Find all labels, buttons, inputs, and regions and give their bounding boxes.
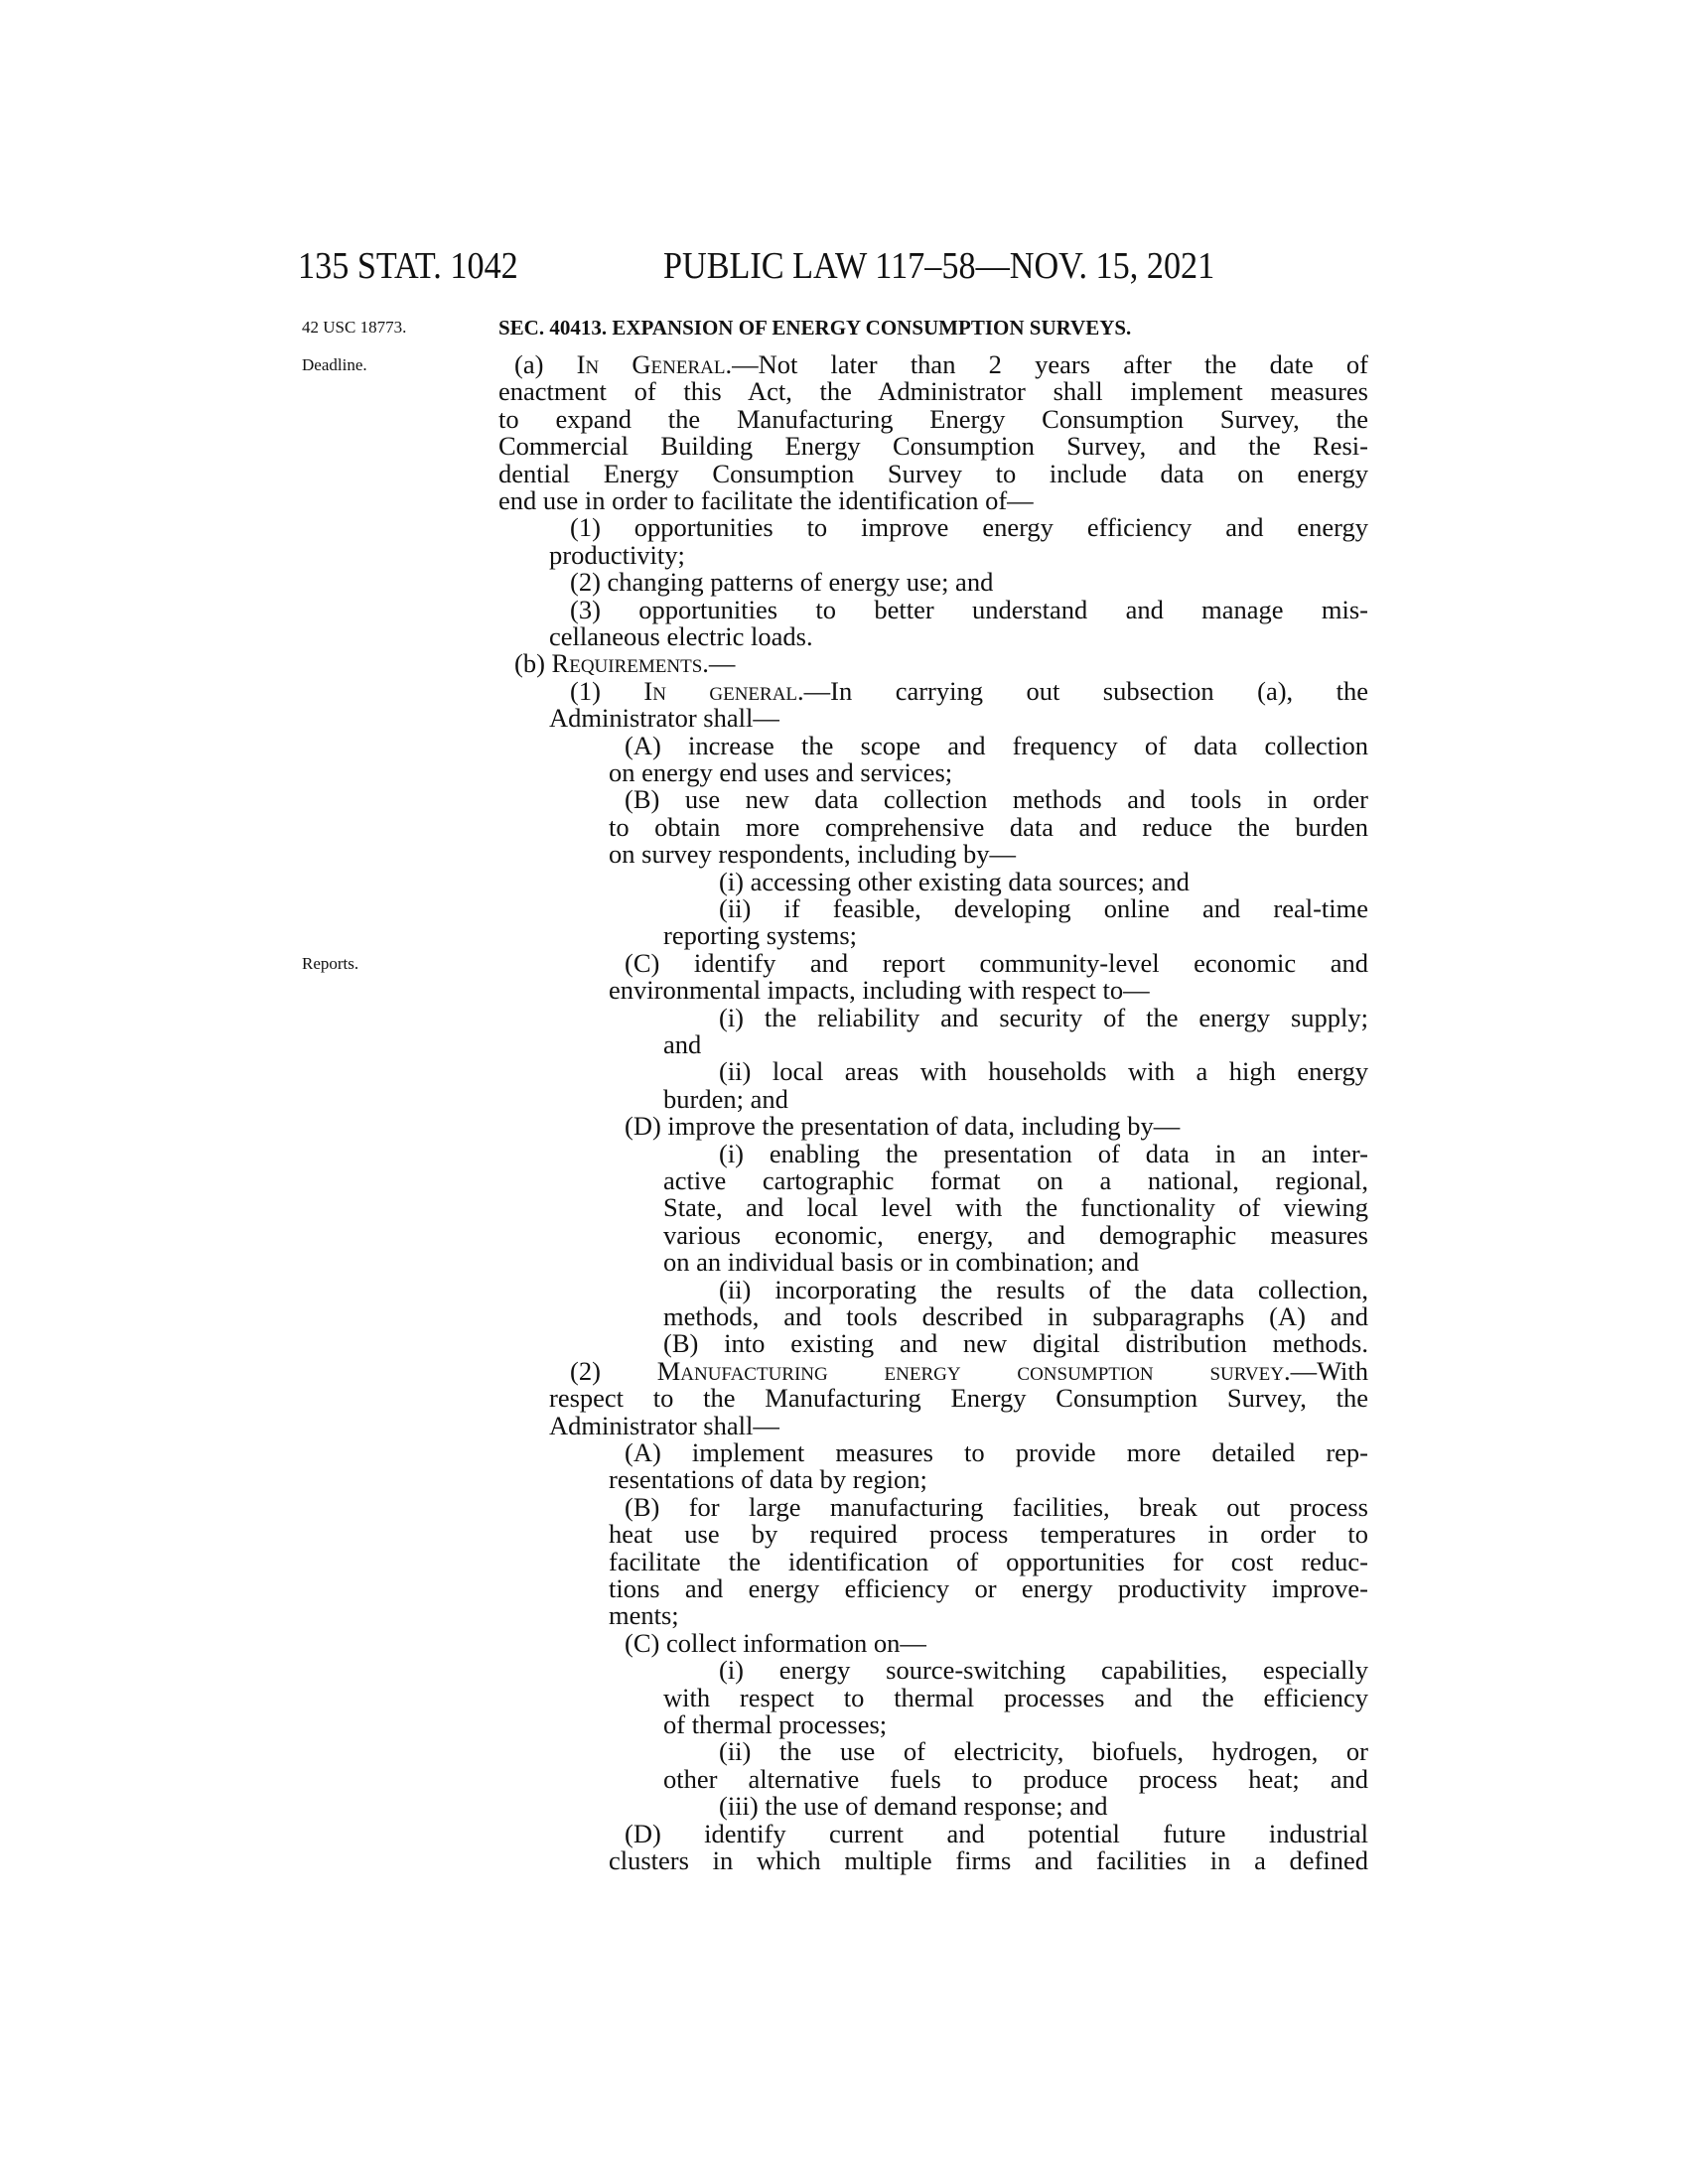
text-line [570,569,1368,596]
text-line [663,1682,1368,1712]
text-line [549,623,1368,650]
text-segment: to expand the Manufacturing Energy Consumption Survey, the [498,403,1368,434]
text-segment: active cartographic format on a national, regional, [663,1165,1368,1195]
text-line [498,458,1368,488]
small-caps-heading: In general [643,675,798,706]
text-line [719,1274,1368,1304]
text-segment: cellaneous electric loads. [549,621,813,651]
text-line [663,1194,1368,1221]
text-line [609,1847,1368,1874]
text-line [663,1249,1368,1276]
text-segment: (B) use new data collection methods and tools in order [625,784,1368,815]
text-line [609,811,1368,842]
text-segment: tions and energy efficiency or energy productivity improve- [609,1573,1368,1603]
text-segment: Commercial Building Energy Consumption Survey, and the Resi- [498,431,1368,462]
text-segment: and [663,1029,702,1059]
text-segment: environmental impacts, including with respect to— [609,975,1150,1006]
small-caps-heading: Manufacturing energy consumption survey [656,1355,1284,1386]
running-header: PUBLIC LAW 117–58—NOV. 15, 2021 [663,245,1215,287]
text-segment: (A) implement measures to provide more detailed rep- [625,1437,1368,1467]
text-line [663,1330,1368,1357]
text-line [570,514,1368,541]
text-segment: (D) identify current and potential future industrial [625,1818,1368,1848]
text-segment: (2) [570,1355,657,1386]
text-line [625,730,1368,760]
text-segment: (3) opportunities to better understand and manage mis- [570,594,1368,624]
section-heading: SEC. 40413. EXPANSION OF ENERGY CONSUMPTION SURVEYS. [498,316,1132,340]
text-segment: (i) accessing other existing data sources; and [719,866,1190,896]
text-segment: enactment of this Act, the Administrator shall implement measures [498,376,1368,407]
text-segment: (B) for large manufacturing facilities, break out process [625,1491,1368,1522]
text-segment: ments; [609,1600,679,1631]
text-line [663,1167,1368,1194]
text-segment: resentations of data by region; [609,1464,927,1495]
text-segment: (B) into existing and new digital distribution methods. [663,1328,1368,1359]
text-segment: of thermal processes; [663,1709,888,1739]
text-segment: (2) changing patterns of energy use; and [570,567,994,598]
text-line [609,841,1368,868]
text-line [609,1466,1368,1493]
text-segment: (C) collect information on— [625,1627,926,1658]
text-segment: heat use by required process temperatures in order to [609,1519,1368,1550]
text-line [625,1439,1368,1466]
text-segment: on energy end uses and services; [609,757,953,787]
text-segment: .— [702,648,736,679]
text-line [498,403,1368,434]
text-segment: (b) [514,648,552,679]
text-segment: dential Energy Consumption Survey to include data on energy [498,458,1368,488]
text-segment: Administrator shall— [549,703,779,734]
text-segment: (ii) if feasible, developing online and real-time [719,893,1368,923]
text-line [549,705,1368,732]
text-line [570,1355,1368,1386]
text-segment: reporting systems; [663,920,858,951]
page-stat-citation: 135 STAT. 1042 [298,245,518,287]
text-line [719,1657,1368,1684]
text-line [498,487,1368,514]
text-segment: (i) energy source-switching capabilities, especially [719,1655,1368,1686]
text-segment: (1) opportunities to improve energy efficiency and energy [570,512,1368,543]
text-segment: (A) increase the scope and frequency of data collection [625,730,1368,760]
text-line [609,1602,1368,1629]
margin-note-usc: 42 USC 18773. [302,318,407,337]
small-caps-heading: In General [576,349,726,379]
small-caps-heading: Requirements [551,648,703,679]
text-line [498,378,1368,405]
text-segment: .—In carrying out subsection (a), the [797,675,1369,706]
text-line [609,977,1368,1004]
text-line [549,539,1368,570]
text-line [498,433,1368,460]
text-line [625,1113,1368,1140]
text-segment: (ii) incorporating the results of the data collection, [719,1274,1368,1304]
text-segment: other alternative fuels to produce process heat; and [663,1763,1368,1794]
text-line [719,895,1368,922]
margin-note-deadline: Deadline. [302,355,367,374]
text-line [570,675,1369,706]
text-segment: State, and local level with the functionality of viewing [663,1192,1368,1223]
text-segment: on survey respondents, including by— [609,839,1016,870]
text-line [625,947,1368,978]
text-line [514,650,1368,677]
text-line [625,1818,1368,1848]
text-segment: Administrator shall— [549,1410,779,1440]
margin-note-reports: Reports. [302,954,359,973]
text-line [625,786,1368,813]
text-line [549,1410,1368,1440]
text-segment: respect to the Manufacturing Energy Consumption Survey, the [549,1383,1368,1414]
text-line [609,1546,1368,1576]
text-line [663,1219,1368,1250]
text-segment: (ii) local areas with households with a high energy [719,1056,1368,1087]
text-line [719,1058,1368,1085]
text-segment: with respect to thermal processes and the efficiency [663,1682,1368,1712]
text-segment: on an individual basis or in combination; and [663,1247,1140,1278]
text-line [719,866,1368,896]
text-segment: productivity; [549,539,685,570]
text-segment: (a) [514,349,577,379]
text-line [625,1627,1368,1658]
text-line [663,1031,1368,1058]
text-line [663,922,1368,949]
text-segment: various economic, energy, and demographic measures [663,1219,1368,1250]
text-line [609,1521,1368,1548]
text-segment: clusters in which multiple firms and facilities in a defined [609,1845,1368,1875]
text-segment: (iii) the use of demand response; and [719,1791,1108,1822]
text-segment: to obtain more comprehensive data and reduce the burden [609,811,1368,842]
text-line [719,1002,1368,1032]
text-segment: facilitate the identification of opportunities for cost reduc- [609,1546,1368,1576]
text-line [663,1763,1368,1794]
text-segment: .—With [1283,1355,1368,1386]
text-segment: (1) [570,675,644,706]
text-segment: (i) enabling the presentation of data in an inter- [719,1138,1368,1168]
text-segment: methods, and tools described in subparagraphs (A) and [663,1301,1368,1331]
text-segment: end use in order to facilitate the identification of— [498,485,1034,515]
text-line [549,1385,1368,1412]
text-line [609,1575,1368,1602]
text-line [609,759,1368,786]
text-line [719,1738,1368,1765]
text-segment: (D) improve the presentation of data, including by— [625,1111,1181,1142]
text-line [663,1303,1368,1330]
text-line [719,1793,1368,1820]
text-segment: (i) the reliability and security of the energy supply; [719,1002,1368,1032]
text-segment: (ii) the use of electricity, biofuels, hydrogen, or [719,1736,1368,1767]
text-line [663,1083,1368,1114]
text-line [663,1711,1368,1738]
text-line [514,351,1368,378]
text-line [570,594,1368,624]
text-segment: burden; and [663,1083,788,1114]
text-segment: .—Not later than 2 years after the date of [725,349,1368,379]
text-segment: (C) identify and report community-level economic and [625,947,1368,978]
text-line [719,1138,1368,1168]
text-line [625,1491,1368,1522]
